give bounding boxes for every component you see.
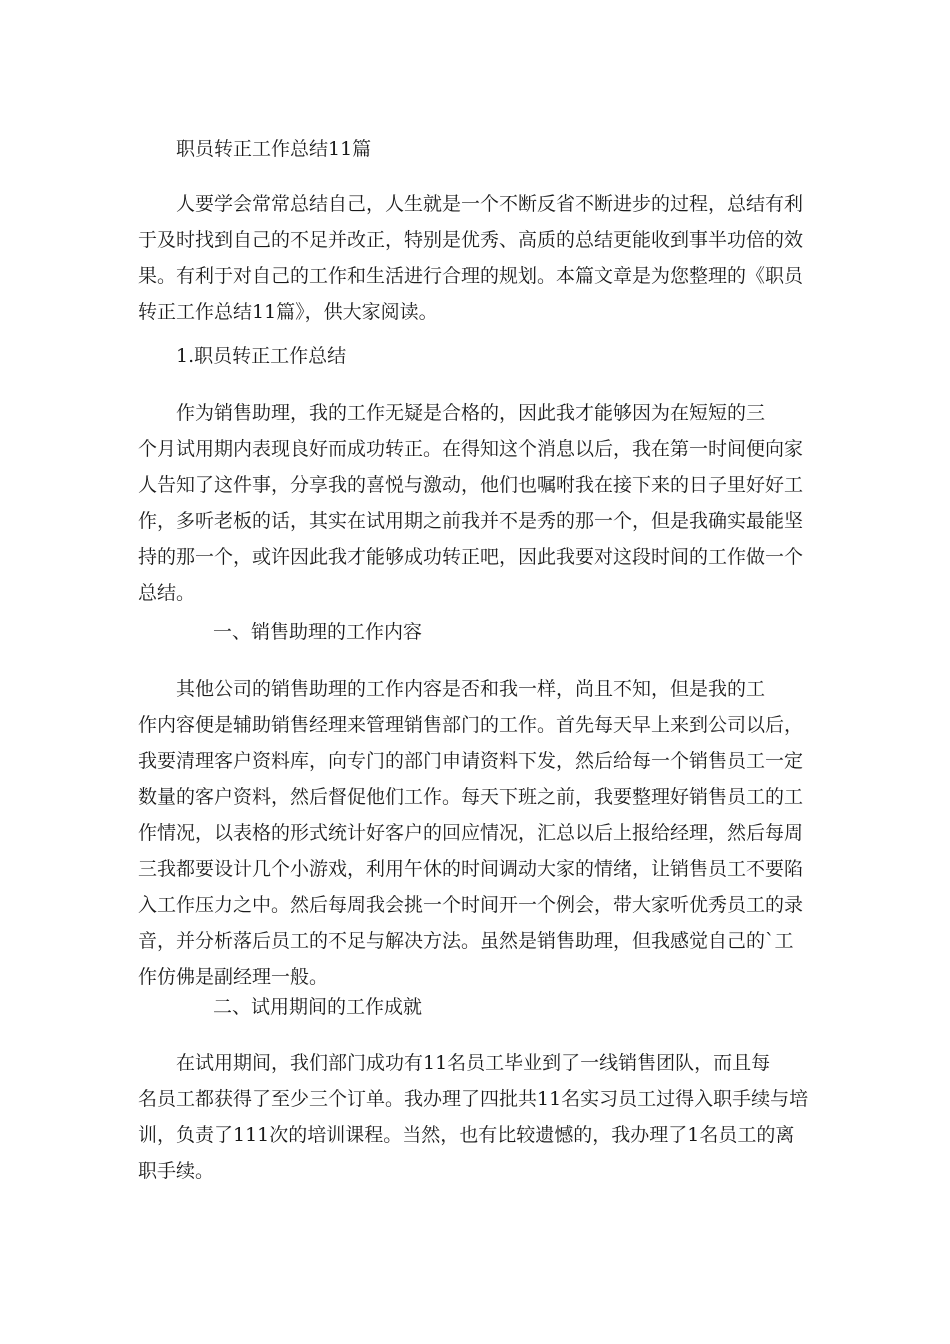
section1-paragraph <box>138 395 818 611</box>
paragraph-line: 持的那一个，或许因此我才能够成功转正吧，因此我要对这段时间的工作做一个 <box>138 546 804 568</box>
intro-paragraph <box>138 186 818 330</box>
paragraph-line: 训，负责了111次的培训课程。当然，也有比较遗憾的，我办理了1名员工的离 <box>138 1124 795 1146</box>
paragraph-line: 个月试用期内表现良好而成功转正。在得知这个消息以后，我在第一时间便向家 <box>138 438 804 460</box>
paragraph-line: 人要学会常常总结自己，人生就是一个不断反省不断进步的过程，总结有利 <box>138 193 804 215</box>
sub2-paragraph <box>138 1045 818 1189</box>
paragraph-line: 果。有利于对自己的工作和生活进行合理的规划。本篇文章是为您整理的《职员 <box>138 265 804 287</box>
subsection-heading-1: 一、销售助理的工作内容 <box>213 621 423 643</box>
paragraph-line: 人告知了这件事，分享我的喜悦与激动，他们也嘱咐我在接下来的日子里好好工 <box>138 474 804 496</box>
paragraph-line: 作情况，以表格的形式统计好客户的回应情况，汇总以后上报给经理，然后每周 <box>138 822 804 844</box>
subsection-heading-2: 二、试用期间的工作成就 <box>213 996 423 1018</box>
paragraph-line: 作内容便是辅助销售经理来管理销售部门的工作。首先每天早上来到公司以后， <box>138 714 804 736</box>
paragraph-line: 总结。 <box>138 582 196 604</box>
paragraph-line: 其他公司的销售助理的工作内容是否和我一样，尚且不知，但是我的工 <box>138 678 766 700</box>
paragraph-line: 在试用期间，我们部门成功有11名员工毕业到了一线销售团队，而且每 <box>138 1052 771 1074</box>
paragraph-line: 入工作压力之中。然后每周我会挑一个时间开一个例会，带大家听优秀员工的录 <box>138 894 804 916</box>
paragraph-line: 数量的客户资料，然后督促他们工作。每天下班之前，我要整理好销售员工的工 <box>138 786 804 808</box>
paragraph-line: 作为销售助理，我的工作无疑是合格的，因此我才能够因为在短短的三 <box>138 402 766 424</box>
paragraph-line: 三我都要设计几个小游戏，利用午休的时间调动大家的情绪，让销售员工不要陷 <box>138 858 804 880</box>
paragraph-line: 音，并分析落后员工的不足与解决方法。虽然是销售助理，但我感觉自己的`工 <box>138 930 794 952</box>
paragraph-line: 转正工作总结11篇》，供大家阅读。 <box>138 301 438 323</box>
document-title: 职员转正工作总结11篇 <box>176 138 372 160</box>
paragraph-line: 作仿佛是副经理一般。 <box>138 966 329 988</box>
sub1-paragraph <box>138 671 818 995</box>
paragraph-line: 名员工都获得了至少三个订单。我办理了四批共11名实习员工过得入职手续与培 <box>138 1088 809 1110</box>
paragraph-line: 作，多听老板的话，其实在试用期之前我并不是秀的那一个，但是我确实最能坚 <box>138 510 804 532</box>
section-heading-1: 1.职员转正工作总结 <box>176 345 347 367</box>
paragraph-line: 我要清理客户资料库，向专门的部门申请资料下发，然后给每一个销售员工一定 <box>138 750 804 772</box>
paragraph-line: 职手续。 <box>138 1160 215 1182</box>
paragraph-line: 于及时找到自己的不足并改正，特别是优秀、高质的总结更能收到事半功倍的效 <box>138 229 804 251</box>
